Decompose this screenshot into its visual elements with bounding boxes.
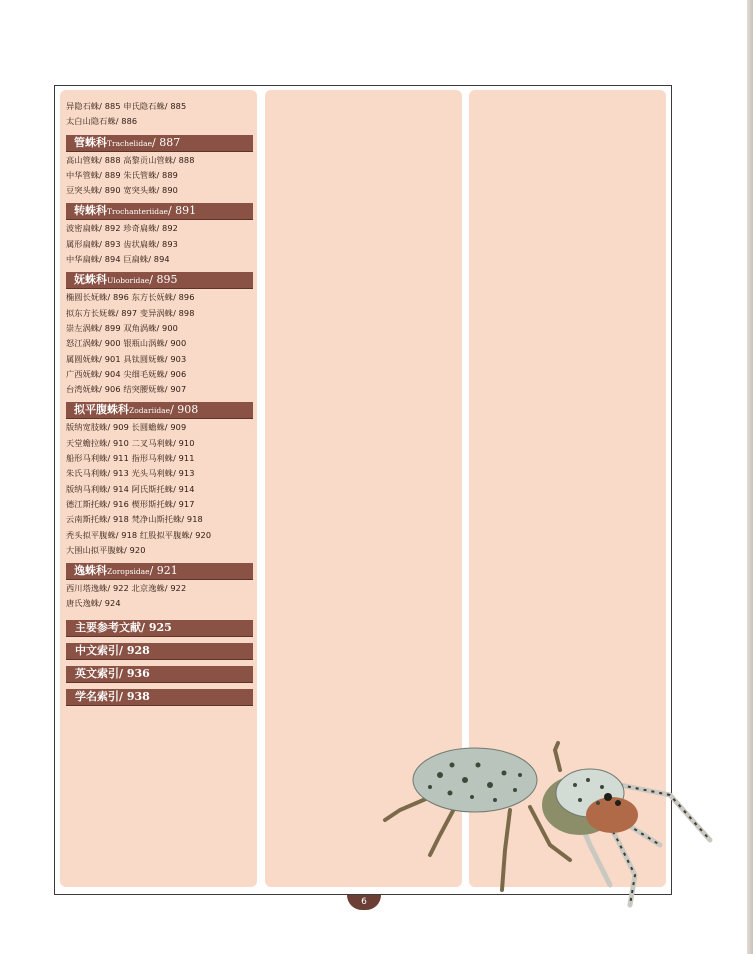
family-page: / 895 [149, 273, 178, 287]
family-header-trochanteriidae [66, 203, 253, 220]
toc-entry: 属形扁蛛/ 893 齿状扁蛛/ 893 [66, 238, 178, 249]
family-cn-name: 转蛛科 [74, 204, 107, 218]
toc-entry: 高山管蛛/ 888 高黎贡山管蛛/ 888 [66, 154, 195, 165]
toc-entry: 德江斯托蛛/ 916 楔形斯托蛛/ 917 [66, 498, 195, 509]
family-page: / 891 [167, 204, 197, 218]
toc-entry: 版纳马利蛛/ 914 阿氏斯托蛛/ 914 [66, 483, 195, 494]
toc-entry: 豆突头蛛/ 890 宽突头蛛/ 890 [66, 185, 178, 196]
page-number: 6 [361, 897, 367, 907]
family-cn-name: 妩蛛科 [74, 273, 107, 287]
toc-entry: 唐氏逸蛛/ 924 [66, 598, 121, 609]
family-header-trachelidae [66, 135, 253, 152]
page-number-tab [347, 895, 381, 910]
toc-entry: 广西妩蛛/ 904 尖细毛妩蛛/ 906 [66, 368, 187, 379]
toc-entry: 台湾妩蛛/ 906 结突腰妩蛛/ 907 [66, 384, 187, 395]
toc-entry: 太白山隐石蛛/ 886 [66, 116, 138, 127]
page-edge-strip [747, 0, 753, 954]
section-chinese-index: 中文索引/ 928 [66, 643, 253, 660]
family-page: / 921 [149, 564, 178, 578]
toc-entry: 西川塔逸蛛/ 922 北京逸蛛/ 922 [66, 583, 187, 594]
section-english-index: 英文索引/ 936 [66, 666, 253, 683]
toc-entry: 船形马利蛛/ 911 指形马利蛛/ 911 [66, 453, 195, 464]
jumping-spider-photo [380, 735, 720, 910]
toc-entry: 怒江涡蛛/ 900 银瓶山涡蛛/ 900 [66, 338, 187, 349]
toc-entry: 朱氏马利蛛/ 913 光头马利蛛/ 913 [66, 468, 195, 479]
toc-entry: 拟东方长妩蛛/ 897 变异涡蛛/ 898 [66, 307, 195, 318]
family-page: / 887 [152, 135, 181, 149]
toc-entry: 版纳宽肢蛛/ 909 长圆蟾蛛/ 909 [66, 422, 187, 433]
family-latin-name: Trachelidae [107, 138, 153, 148]
toc-content [66, 99, 256, 706]
family-latin-name: Zoropsidae [107, 567, 150, 577]
toc-entry: 异隐石蛛/ 885 申氏隐石蛛/ 885 [66, 101, 187, 111]
toc-entry: 秃头拟平腹蛛/ 918 红股拟平腹蛛/ 920 [66, 529, 212, 540]
toc-entry: 大围山拟平腹蛛/ 920 [66, 544, 146, 555]
family-cn-name: 管蛛科 [74, 135, 107, 149]
toc-entry: 椭圆长妩蛛/ 896 东方长妩蛛/ 896 [66, 292, 195, 303]
family-page: / 908 [170, 403, 199, 417]
toc-entry: 云南斯托蛛/ 918 梵净山斯托蛛/ 918 [66, 514, 203, 525]
section-references: 主要参考文献/ 925 [66, 620, 253, 637]
family-cn-name: 逸蛛科 [74, 564, 107, 578]
toc-entry: 中华扁蛛/ 894 巨扁蛛/ 894 [66, 254, 170, 265]
family-header-uloboridae [66, 272, 253, 289]
section-scientific-index: 学名索引/ 938 [66, 689, 253, 706]
family-header-zoropsidae [66, 563, 253, 580]
toc-entry: 天堂蟾拉蛛/ 910 二叉马利蛛/ 910 [66, 437, 195, 448]
family-latin-name: Uloboridae [107, 276, 150, 286]
toc-entry: 波密扁蛛/ 892 珍奇扁蛛/ 892 [66, 223, 178, 234]
toc-entry: 中华管蛛/ 889 朱氏管蛛/ 889 [66, 169, 178, 180]
toc-entry: 属圆妩蛛/ 901 具钛圆妩蛛/ 903 [66, 353, 187, 364]
family-header-zodariidae [66, 402, 253, 419]
family-latin-name: Trochanteriidae [107, 207, 168, 217]
toc-entry: 崇左涡蛛/ 899 双角涡蛛/ 900 [66, 322, 178, 333]
family-latin-name: Zodariidae [129, 406, 171, 416]
family-cn-name: 拟平腹蛛科 [74, 403, 129, 417]
